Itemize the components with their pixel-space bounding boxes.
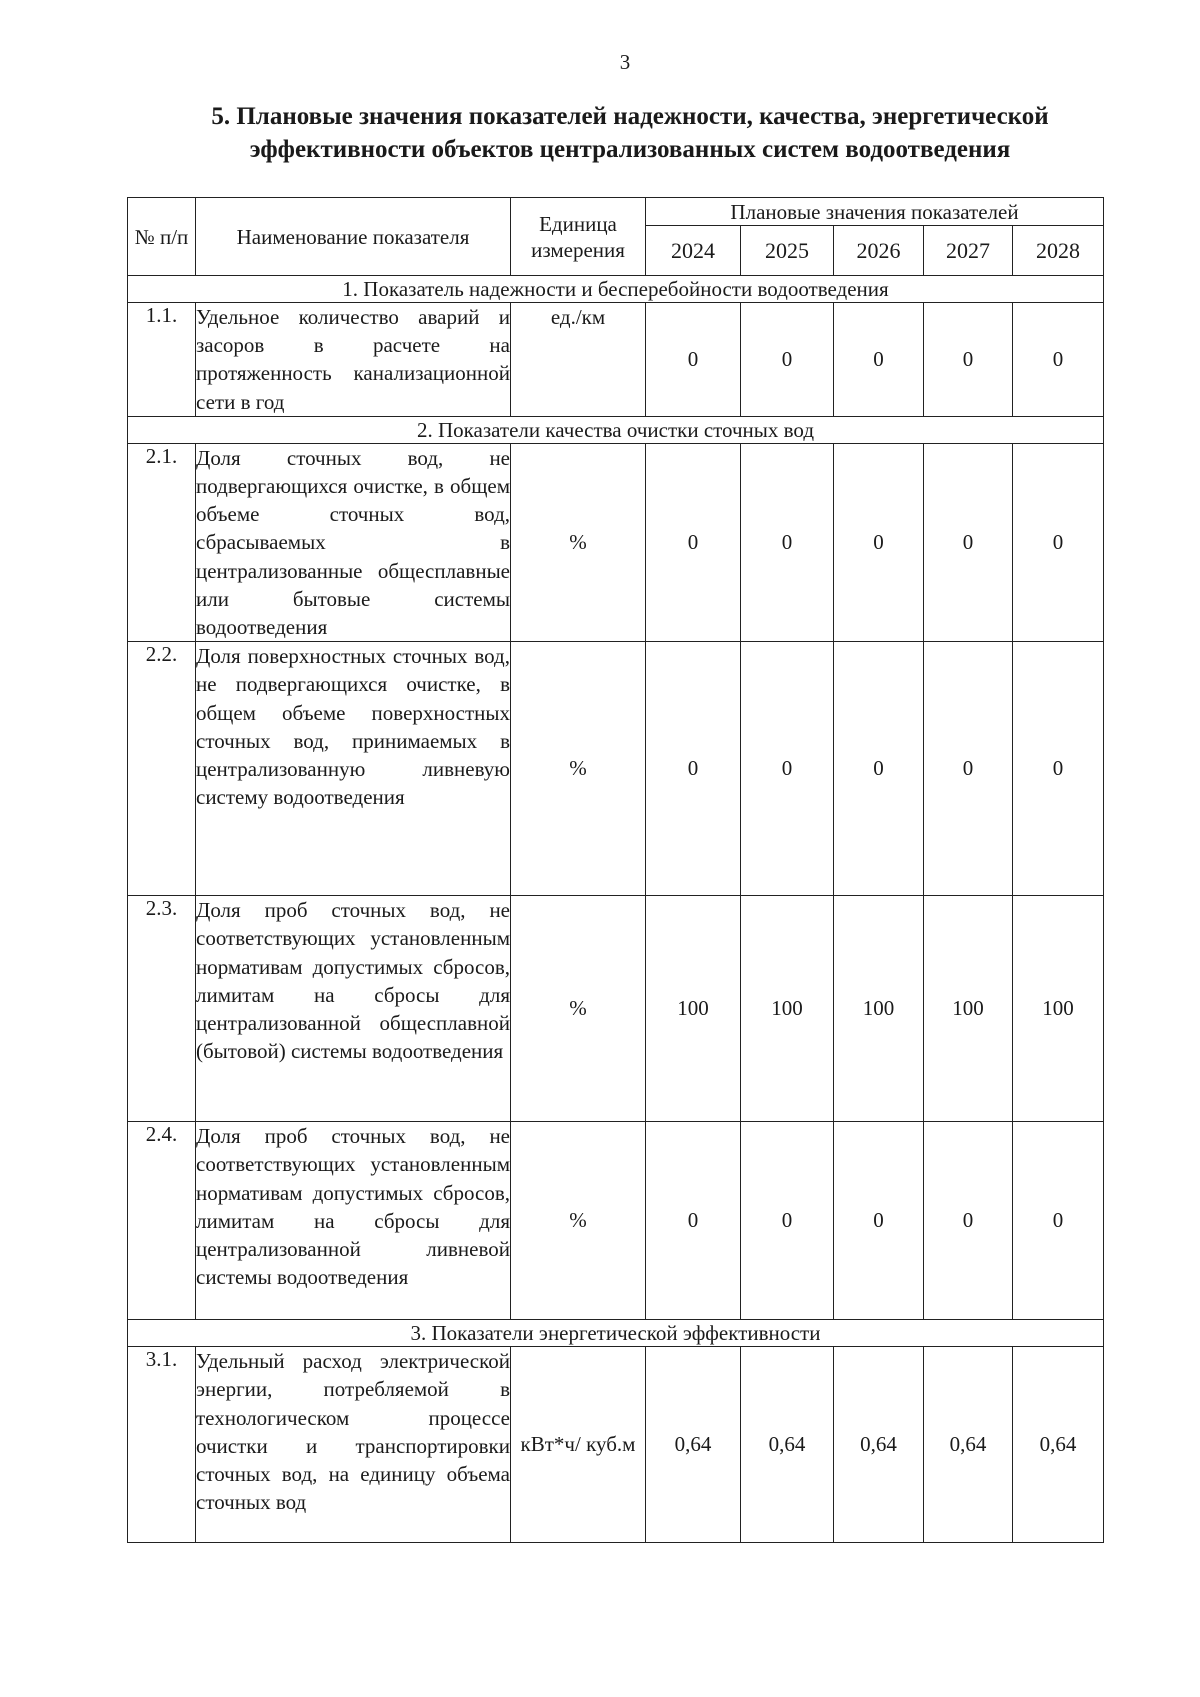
indicator-name: Доля сточных вод, не подвергающихся очистке, в общем объеме сточных вод, сбрасываемых в централизованные общесплавные или бытовые системы водоотведения — [196, 443, 511, 641]
value-cell: 0 — [646, 303, 741, 417]
table-row — [128, 443, 1104, 641]
indicator-unit: % — [511, 443, 646, 641]
table-row — [128, 1347, 1104, 1543]
indicator-unit: % — [511, 896, 646, 1122]
value-cell: 0,64 — [646, 1347, 741, 1543]
value-cell: 0 — [834, 642, 924, 896]
value-cell: 0,64 — [924, 1347, 1013, 1543]
value-cell: 0 — [834, 1122, 924, 1320]
section-title: 2. Показатели качества очистки сточных вод — [128, 416, 1104, 443]
indicator-unit: ед./км — [511, 303, 646, 417]
value-cell: 100 — [1013, 896, 1104, 1122]
row-number: 2.4. — [128, 1122, 196, 1320]
value-cell: 0 — [1013, 303, 1104, 417]
row-number: 2.1. — [128, 443, 196, 641]
value-cell: 0 — [834, 443, 924, 641]
page-number: 3 — [619, 50, 631, 74]
table-row — [128, 303, 1104, 417]
indicator-unit: кВт*ч/ куб.м — [511, 1347, 646, 1543]
value-cell: 0 — [646, 1122, 741, 1320]
header-name: Наименование показателя — [196, 198, 511, 276]
indicator-name: Доля проб сточных вод, не соответствующих установленным нормативам допустимых сбросов, лимитам на сбросы для централизованной ливневой системы водоотведения — [196, 1122, 511, 1320]
section-header-row — [128, 276, 1104, 303]
header-year: 2025 — [741, 226, 834, 276]
header-plan-values: Плановые значения показателей — [646, 198, 1104, 226]
row-number: 1.1. — [128, 303, 196, 417]
value-cell: 100 — [834, 896, 924, 1122]
value-cell: 0 — [924, 642, 1013, 896]
value-cell: 100 — [741, 896, 834, 1122]
value-cell: 0 — [924, 1122, 1013, 1320]
indicator-name: Доля поверхностных сточных вод, не подвергающихся очистке, в общем объеме поверхностных сточных вод, принимаемых в централизованную ливневую систему водоотведения — [196, 642, 511, 896]
value-cell: 0,64 — [741, 1347, 834, 1543]
header-year: 2026 — [834, 226, 924, 276]
header-num: № п/п — [128, 198, 196, 276]
value-cell: 100 — [646, 896, 741, 1122]
value-cell: 0 — [1013, 642, 1104, 896]
section-header-row — [128, 1320, 1104, 1347]
indicator-unit: % — [511, 642, 646, 896]
header-year: 2024 — [646, 226, 741, 276]
indicator-name: Доля проб сточных вод, не соответствующих установленным нормативам допустимых сбросов, лимитам на сбросы для централизованной общесплавной (бытовой) системы водоотведения — [196, 896, 511, 1122]
value-cell: 0 — [741, 443, 834, 641]
header-year: 2027 — [924, 226, 1013, 276]
value-cell: 0 — [924, 443, 1013, 641]
header-unit: Единица измерения — [511, 198, 646, 276]
value-cell: 0 — [834, 303, 924, 417]
indicator-name: Удельный расход электрической энергии, потребляемой в технологическом процессе очистки и транспортировки сточных вод, на единицу объема сточных вод — [196, 1347, 511, 1543]
value-cell: 0 — [1013, 443, 1104, 641]
row-number: 2.2. — [128, 642, 196, 896]
page-title: 5. Плановые значения показателей надежности, качества, энергетической эффективности объектов централизованных систем водоотведения — [211, 103, 1049, 163]
row-number: 2.3. — [128, 896, 196, 1122]
value-cell: 0 — [741, 642, 834, 896]
indicators-table — [127, 197, 1104, 1543]
table-row — [128, 896, 1104, 1122]
value-cell: 0 — [1013, 1122, 1104, 1320]
value-cell: 0 — [741, 303, 834, 417]
value-cell: 0 — [924, 303, 1013, 417]
section-title: 3. Показатели энергетической эффективности — [128, 1320, 1104, 1347]
value-cell: 0 — [646, 642, 741, 896]
value-cell: 0 — [646, 443, 741, 641]
value-cell: 0 — [741, 1122, 834, 1320]
value-cell: 0,64 — [834, 1347, 924, 1543]
row-number: 3.1. — [128, 1347, 196, 1543]
table-row — [128, 642, 1104, 896]
indicator-name: Удельное количество аварий и засоров в расчете на протяженность канализационной сети в год — [196, 303, 511, 417]
section-title: 1. Показатель надежности и бесперебойности водоотведения — [128, 276, 1104, 303]
header-year: 2028 — [1013, 226, 1104, 276]
indicator-unit: % — [511, 1122, 646, 1320]
table-row — [128, 1122, 1104, 1320]
value-cell: 0,64 — [1013, 1347, 1104, 1543]
value-cell: 100 — [924, 896, 1013, 1122]
section-header-row — [128, 416, 1104, 443]
